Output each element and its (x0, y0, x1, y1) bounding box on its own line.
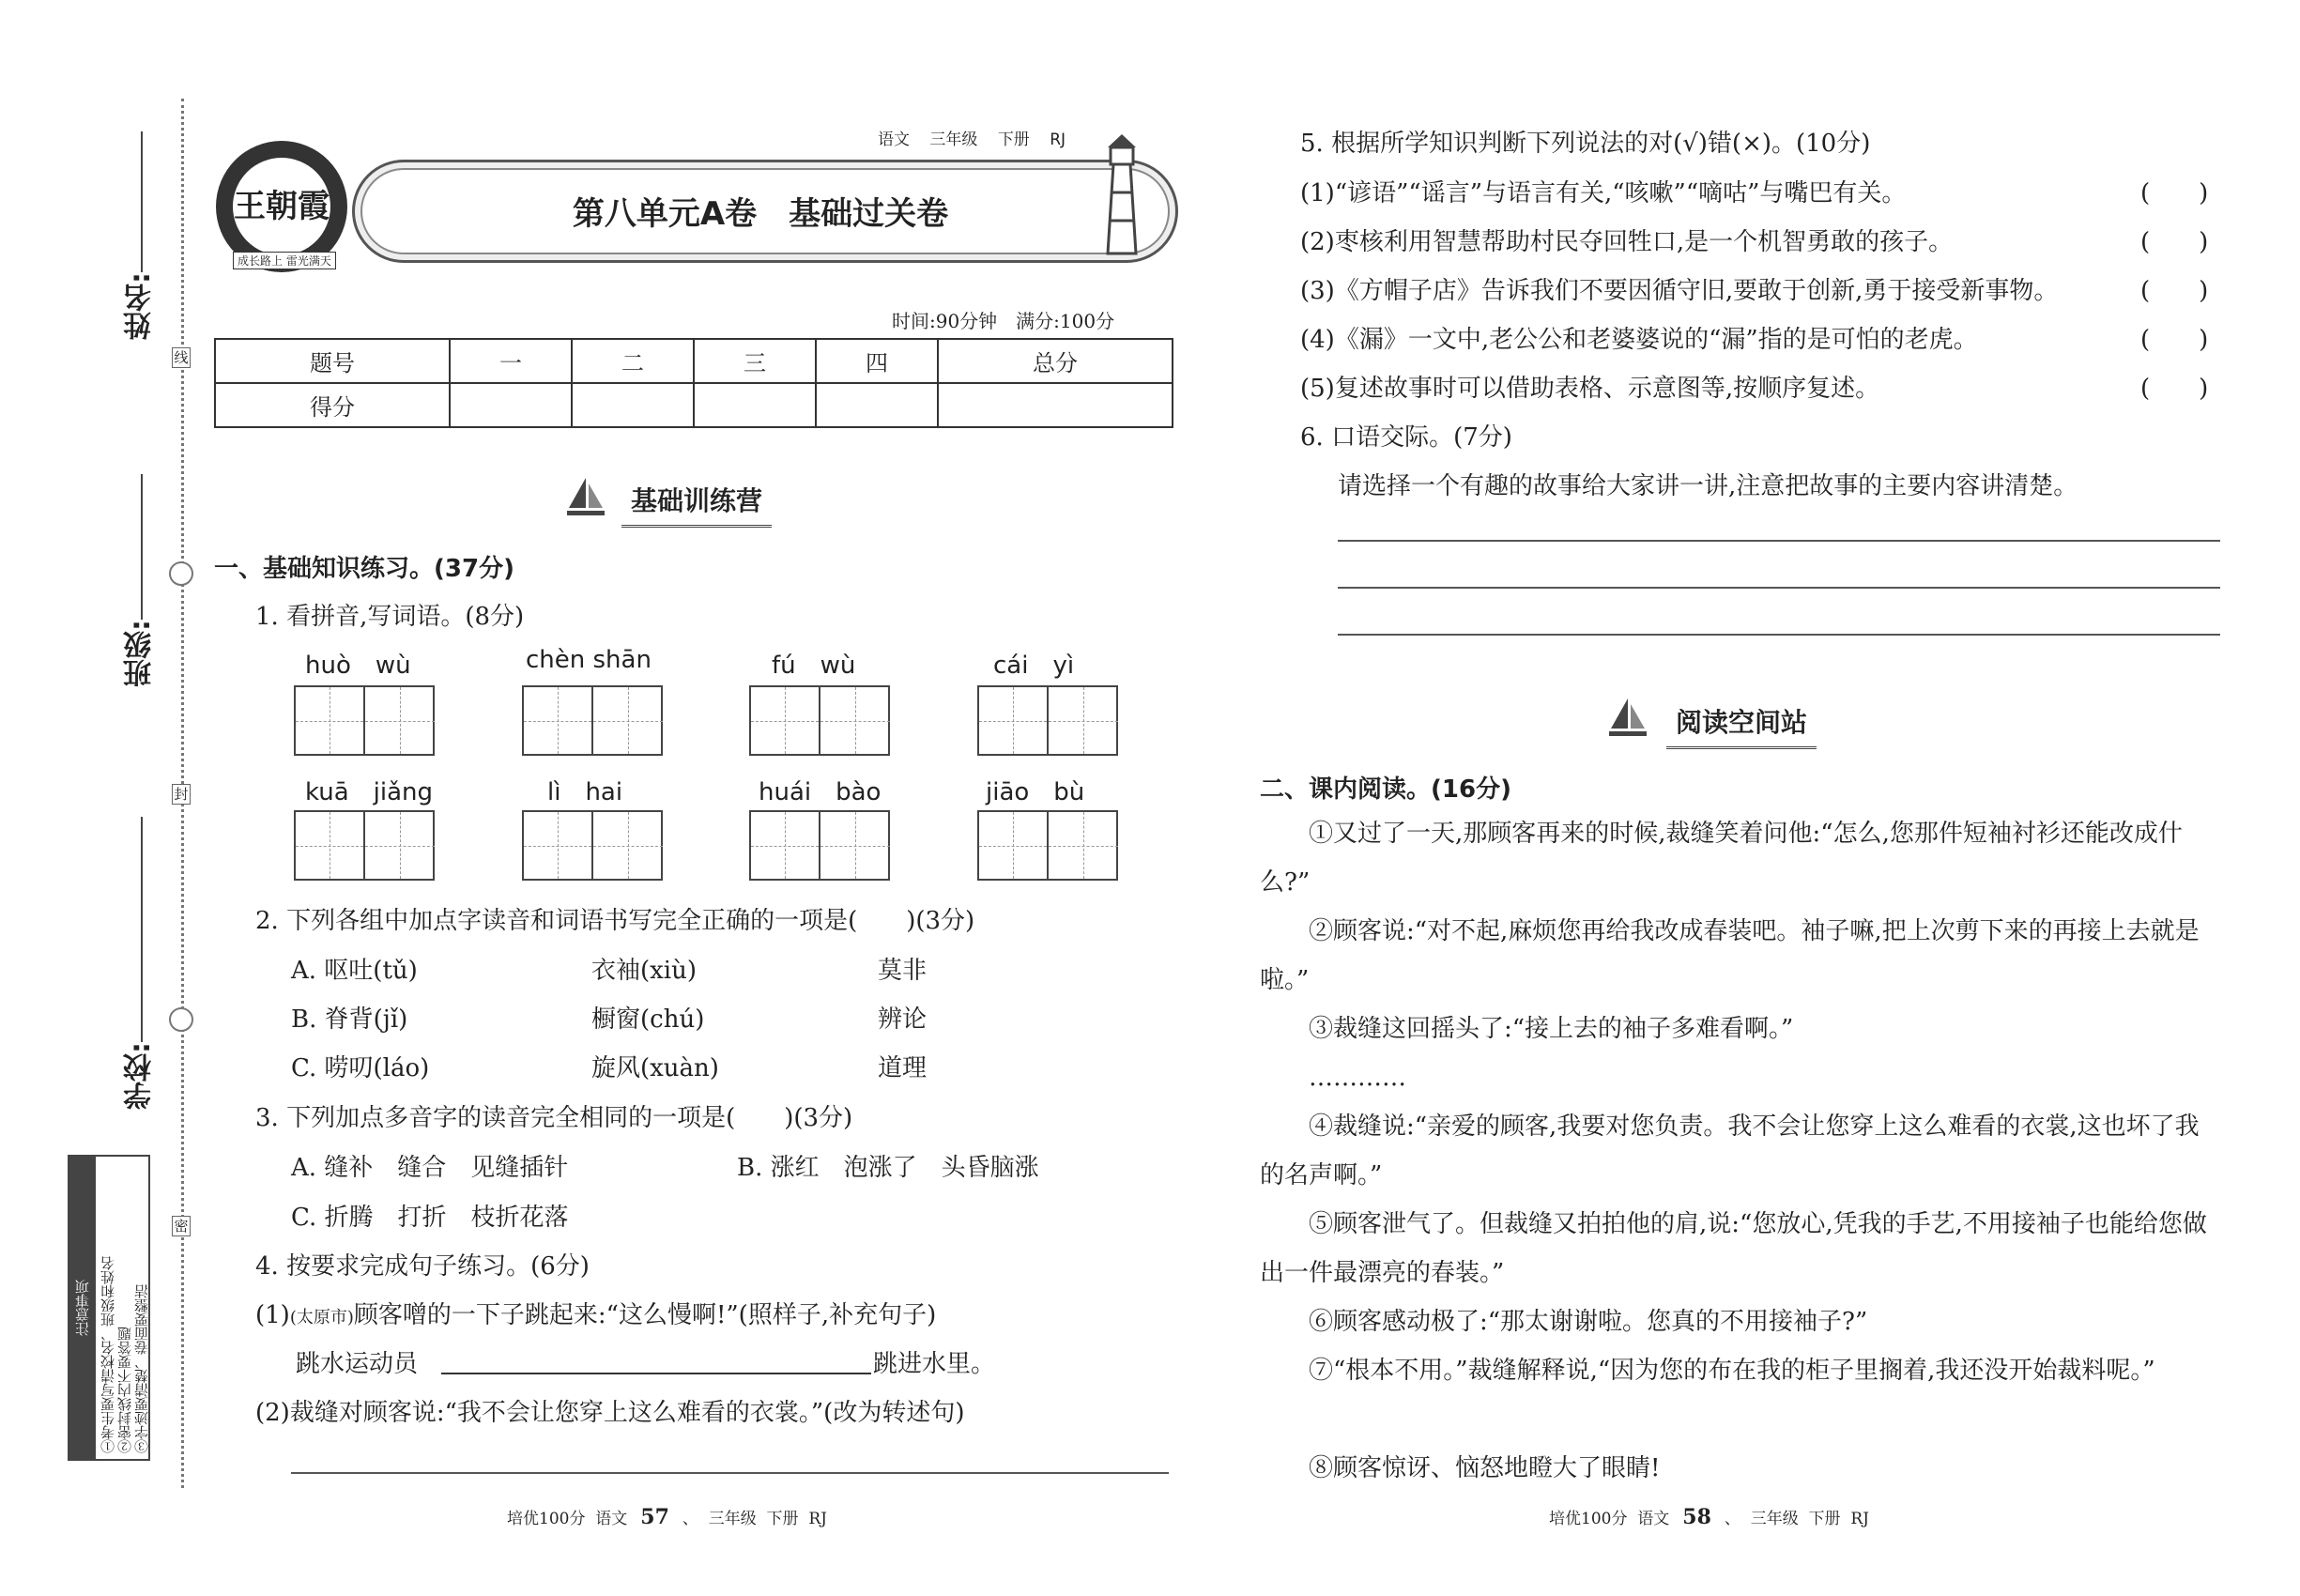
score-header-row (215, 339, 1173, 383)
writing-grid[interactable] (977, 810, 1118, 881)
score-cell: 得分 (215, 383, 450, 427)
q3-prompt: 3. 下列加点多音字的读音完全相同的一项是( )(3分) (255, 1104, 853, 1132)
section-title-reading: 阅读空间站 (1676, 702, 1807, 740)
seal-word-3: 密 (172, 1216, 191, 1236)
q6-prompt: 6. 口语交际。(7分) (1300, 423, 1512, 452)
q4-1-fill-end: 跳进水里。 (873, 1350, 996, 1378)
binding-hole-icon (169, 1007, 193, 1032)
q4-1-city: (太原市) (289, 1308, 354, 1327)
q5-item: (4)《漏》一文中,老公公和老婆婆说的“漏”指的是可怕的老虎。 (1300, 326, 1978, 354)
q2-option: A. 呕吐(tǔ) (291, 957, 418, 985)
sailboat-icon (1605, 695, 1650, 740)
tag-version: RJ (1050, 130, 1066, 149)
answer-line[interactable] (1338, 540, 2220, 542)
q2-option: C. 唠叨(láo) (291, 1054, 430, 1082)
header-tags (878, 126, 1081, 149)
score-cell[interactable] (572, 383, 694, 427)
tag-grade: 三年级 (929, 130, 978, 149)
reading-paragraph: ①又过了一天,那顾客再来的时候,裁缝笑着问他:“怎么,您那件短袖衬衫还能改成什么?” (1260, 820, 2183, 897)
page-title: 第八单元A卷 基础过关卷 (572, 195, 949, 233)
q3-option-a: A. 缝补 缝合 见缝插针 (291, 1154, 569, 1182)
reading-paragraph: ⑧顾客惊讶、恼怒地瞪大了眼睛! (1309, 1454, 1661, 1482)
q3-option-b: B. 涨红 泡涨了 头昏脑涨 (737, 1154, 1039, 1182)
q5-item: (2)枣核利用智慧帮助村民夺回牲口,是一个机智勇敢的孩子。 (1300, 228, 1954, 256)
reading-paragraph: ②顾客说:“对不起,麻烦您再给我改成春装吧。袖子嘛,把上次剪下来的再接上去就是啦。” (1260, 917, 2200, 994)
q2-option: 道理 (878, 1054, 928, 1082)
q2-prompt: 2. 下列各组中加点字读音和词语书写完全正确的一项是( )(3分) (255, 907, 975, 935)
writing-grid[interactable] (749, 810, 890, 881)
q4-prompt: 4. 按要求完成句子练习。(6分) (255, 1252, 590, 1281)
score-table (214, 338, 1173, 428)
judge-paren[interactable]: ( ) (2140, 228, 2209, 256)
sailboat-icon (563, 474, 608, 519)
q2-option: 衣袖(xiù) (591, 957, 698, 985)
time-info: 时间:90分钟 满分:100分 (892, 310, 1115, 332)
seal-word-2: 封 (172, 784, 191, 805)
reading-ellipsis: ………… (1309, 1064, 1406, 1092)
pinyin: huò wù (305, 652, 411, 680)
score-cell[interactable] (816, 383, 938, 427)
binding-hole-icon (169, 561, 193, 586)
reading-paragraph: ③裁缝这回摇头了:“接上去的袖子多难看啊。” (1309, 1015, 1794, 1043)
answer-line[interactable] (1338, 587, 2220, 589)
reading-paragraph: ⑥顾客感动极了:“那太谢谢啦。您真的不用接袖子?” (1309, 1308, 1868, 1336)
q4-1-text: 顾客噌的一下子跳起来:“这么慢啊!”(照样子,补充句子) (353, 1301, 937, 1329)
writing-grid[interactable] (977, 685, 1118, 756)
q4-1 (255, 1296, 936, 1330)
footer-left: 培优100分 语文 57 、 三年级 下册 RJ (507, 1505, 827, 1529)
q1-prompt: 1. 看拼音,写词语。(8分) (255, 603, 525, 631)
reading-paragraph: ⑤顾客泄气了。但裁缝又拍拍他的肩,说:“您放心,凭我的手艺,不用接袖子也能给您做出一件最漂亮的春装。” (1260, 1210, 2207, 1287)
tag-term: 下册 (997, 130, 1030, 149)
school-label: 学校: (124, 1042, 157, 1110)
pinyin: jiāo bù (986, 778, 1085, 806)
q5-prompt: 5. 根据所学知识判断下列说法的对(√)错(×)。(10分) (1300, 130, 1871, 158)
notice-item: ①考生要写清校名、班级和姓名 (100, 1256, 116, 1453)
writing-grid[interactable] (294, 685, 435, 756)
logo-tagline: 成长路上 雷光满天 (233, 252, 336, 269)
q5-item: (5)复述故事时可以借助表格、示意图等,按顺序复述。 (1300, 375, 1880, 403)
q2-option: 莫非 (878, 957, 928, 985)
part1-title: 一、基础知识练习。(37分) (214, 555, 514, 583)
q2-option: B. 脊背(jǐ) (291, 1005, 408, 1034)
school-blank (141, 817, 143, 1042)
footer-right: 培优100分 语文 58 、 三年级 下册 RJ (1549, 1505, 1869, 1529)
name-blank (141, 131, 143, 272)
writing-grid[interactable] (749, 685, 890, 756)
q4-1-fill-start: 跳水运动员 (296, 1350, 419, 1378)
pinyin: huái bào (759, 778, 882, 806)
reading-paragraph: ⑦“根本不用。”裁缝解释说,“因为您的布在我的柜子里搁着,我还没开始裁料呢。” (1309, 1357, 2155, 1385)
q2-option: 辨论 (878, 1005, 928, 1034)
pinyin: fú wù (772, 652, 856, 680)
answer-line[interactable] (291, 1472, 1169, 1474)
score-cell: 三 (694, 339, 816, 383)
score-cell: 四 (816, 339, 938, 383)
notice-box (68, 1155, 150, 1461)
pinyin: lì hai (547, 778, 623, 806)
score-cell[interactable] (938, 383, 1173, 427)
score-cell[interactable] (450, 383, 572, 427)
tag-subject: 语文 (878, 130, 910, 149)
score-cell: 一 (450, 339, 572, 383)
score-cell: 二 (572, 339, 694, 383)
page-number: 57 (640, 1505, 669, 1529)
class-label: 班级: (124, 620, 157, 687)
q3-option-c: C. 折腾 打折 枝折花落 (291, 1204, 569, 1232)
judge-paren[interactable]: ( ) (2140, 179, 2209, 207)
answer-line[interactable] (1338, 634, 2220, 636)
judge-paren[interactable]: ( ) (2140, 375, 2209, 403)
q5-item: (1)“谚语”“谣言”与语言有关,“咳嗽”“嘀咕”与嘴巴有关。 (1300, 179, 1907, 207)
pinyin: kuā jiǎng (305, 778, 434, 806)
q6-text: 请选择一个有趣的故事给大家讲一讲,注意把故事的主要内容讲清楚。 (1338, 472, 2078, 500)
notice-item: ②密封线内不要答题 (116, 1327, 133, 1453)
writing-grid[interactable] (522, 685, 663, 756)
answer-blank[interactable] (441, 1373, 871, 1374)
pinyin: cái yì (993, 652, 1075, 680)
q5-item: (3)《方帽子店》告诉我们不要因循守旧,要敢于创新,勇于接受新事物。 (1300, 277, 2059, 305)
score-cell: 总分 (938, 339, 1173, 383)
class-blank (141, 474, 143, 620)
notice-title: 注意事项 (69, 1157, 96, 1459)
q4-2: (2)裁缝对顾客说:“我不会让您穿上这么难看的衣裳。”(改为转述句) (255, 1399, 965, 1427)
logo-text: 王朝霞 (233, 158, 330, 255)
writing-grid[interactable] (294, 810, 435, 881)
score-cell: 题号 (215, 339, 450, 383)
q2-option: 橱窗(chú) (591, 1005, 705, 1034)
page-number: 58 (1682, 1505, 1711, 1529)
seal-word-1: 线 (172, 347, 191, 368)
pinyin: chèn shān (526, 646, 652, 674)
score-value-row (215, 383, 1173, 427)
q2-option: 旋风(xuàn) (591, 1054, 719, 1082)
judge-paren[interactable]: ( ) (2140, 326, 2209, 354)
writing-grid[interactable] (522, 810, 663, 881)
part2-title: 二、课内阅读。(16分) (1260, 775, 1511, 804)
score-cell[interactable] (694, 383, 816, 427)
judge-paren[interactable]: ( ) (2140, 277, 2209, 305)
section-title-basic: 基础训练营 (631, 481, 762, 518)
notice-item: ③字迹要清楚、卷面要整洁 (133, 1284, 150, 1453)
reading-paragraph: ④裁缝说:“亲爱的顾客,我要对您负责。我不会让您穿上这么难看的衣裳,这也坏了我的名声啊。” (1260, 1113, 2200, 1189)
notice-items (98, 1157, 150, 1459)
q4-1-prefix: (1) (255, 1301, 290, 1329)
name-label: 姓名: (124, 272, 157, 340)
